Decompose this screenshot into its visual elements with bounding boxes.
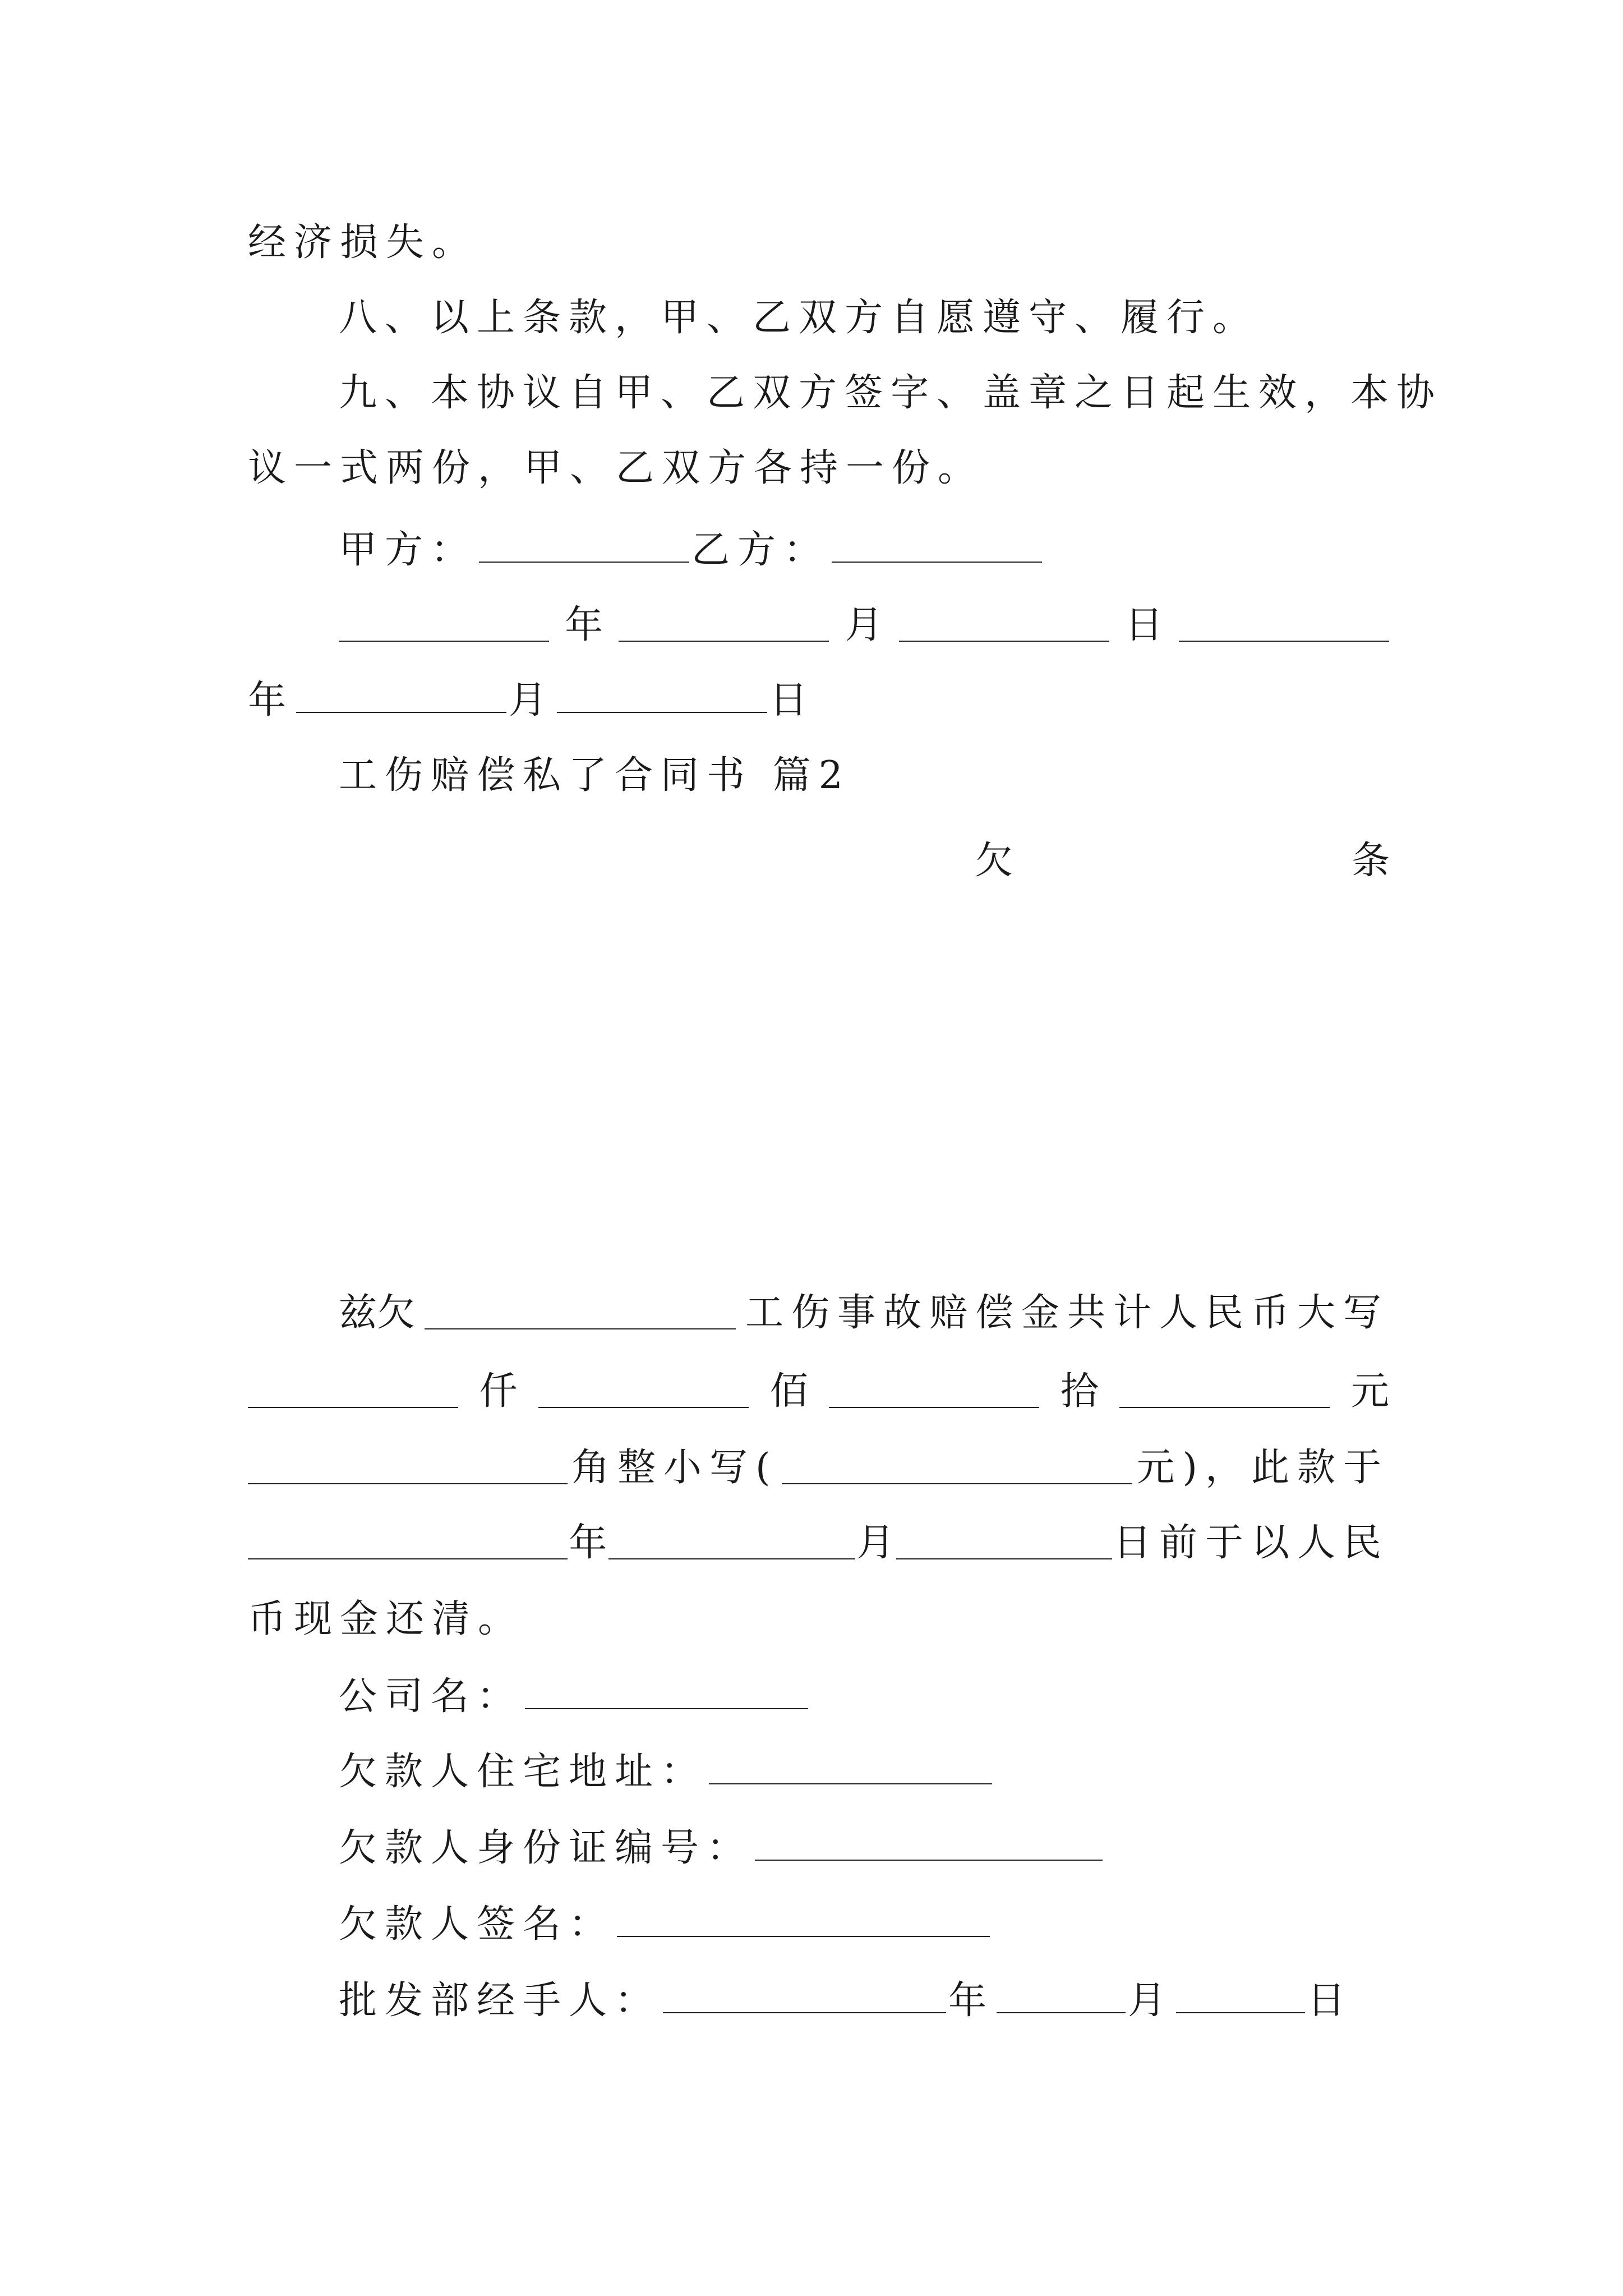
year-blank [339, 609, 549, 642]
day-label: 日 [1307, 1978, 1354, 2023]
iou-title [975, 830, 1390, 892]
company-label: 公司名： [339, 1674, 523, 1719]
day-blank [557, 680, 767, 713]
signature-parties [339, 519, 1389, 581]
month-label: 月 [509, 678, 555, 723]
iou-line-1 [339, 1282, 1389, 1344]
month-blank [997, 1981, 1126, 2013]
month-blank [296, 680, 506, 713]
clause-9-line-2 [248, 438, 1389, 499]
signature-field [339, 1894, 1389, 1955]
party-a-label: 甲方： [339, 528, 477, 572]
section-heading [339, 745, 1389, 807]
handler-field [339, 1970, 1389, 2032]
signature-blank [617, 1904, 990, 1937]
text: 八、以上条款，甲、乙双方自愿遵守、履行。 [339, 296, 1259, 340]
yuan-blank [1119, 1375, 1330, 1408]
heading-text: 工伤赔偿私了合同书 篇2 [339, 753, 851, 798]
year-label: 年 [248, 678, 294, 723]
qian-blank [248, 1375, 458, 1408]
company-blank [525, 1677, 808, 1709]
paragraph-end-line [248, 212, 1389, 274]
address-label: 欠款人住宅地址： [339, 1750, 707, 1794]
party-b-blank [832, 530, 1042, 563]
day-blank [899, 609, 1109, 642]
text: 经济损失。 [248, 220, 478, 265]
shi-label: 拾 [1060, 1369, 1099, 1414]
id-number-field [339, 1818, 1389, 1879]
yuan-label: 元 [1350, 1369, 1389, 1414]
party-b-label: 乙方： [691, 528, 830, 572]
bai-blank [538, 1375, 749, 1408]
due-month-blank [608, 1527, 855, 1559]
clause-8 [339, 287, 1389, 349]
iou-line-5 [248, 1589, 1389, 1650]
day-label: 日 [769, 678, 816, 723]
month-label: 月 [845, 603, 883, 647]
text: 九、本协议自甲、乙双方签字、盖章之日起生效，本协 [339, 371, 1443, 415]
due-day-blank [896, 1527, 1112, 1559]
company-field [339, 1666, 1389, 1728]
day-label: 日 [1124, 603, 1163, 647]
text: 币现金还清。 [248, 1597, 524, 1641]
id-label: 欠款人身份证编号： [339, 1826, 753, 1870]
handler-label: 批发部经手人： [339, 1978, 661, 2023]
day-blank [1176, 1981, 1305, 2013]
year-label: 年 [948, 1978, 995, 2023]
signature-date-line-2 [248, 670, 1389, 731]
text: 工伤事故赔偿金共计人民币大写 [745, 1291, 1389, 1335]
text: 元)，此款于 [1136, 1446, 1389, 1490]
clause-9-line-1 [339, 362, 1443, 424]
address-blank [709, 1752, 992, 1784]
iou-line-2 [248, 1361, 1389, 1423]
jiao-blank [248, 1452, 568, 1484]
shi-blank [829, 1375, 1039, 1408]
year-label: 年 [565, 603, 603, 647]
title-char-1: 欠 [975, 839, 1013, 883]
text: 议一式两份，甲、乙双方各持一份。 [248, 446, 984, 490]
signature-date-line-1 [339, 595, 1389, 656]
month-blank [619, 609, 829, 642]
debtor-blank [425, 1297, 736, 1329]
text: 角整小写( [571, 1446, 778, 1490]
text: 兹欠 [339, 1291, 416, 1335]
bai-label: 佰 [769, 1369, 808, 1414]
iou-line-3 [248, 1437, 1389, 1499]
signature-label: 欠款人签名： [339, 1902, 615, 1947]
text: 日前于以人民 [1113, 1521, 1389, 1565]
iou-line-4 [248, 1512, 1389, 1574]
id-blank [755, 1828, 1103, 1861]
year-blank-2 [1179, 609, 1389, 642]
qian-label: 仟 [479, 1369, 518, 1414]
address-field [339, 1741, 1389, 1803]
title-char-2: 条 [1351, 839, 1390, 883]
amount-blank [782, 1452, 1132, 1484]
due-year-blank [248, 1527, 568, 1559]
handler-blank [663, 1981, 946, 2013]
month-label: 月 [856, 1521, 895, 1565]
year-label: 年 [569, 1521, 607, 1565]
party-a-blank [479, 530, 689, 563]
month-label: 月 [1128, 1978, 1174, 2023]
